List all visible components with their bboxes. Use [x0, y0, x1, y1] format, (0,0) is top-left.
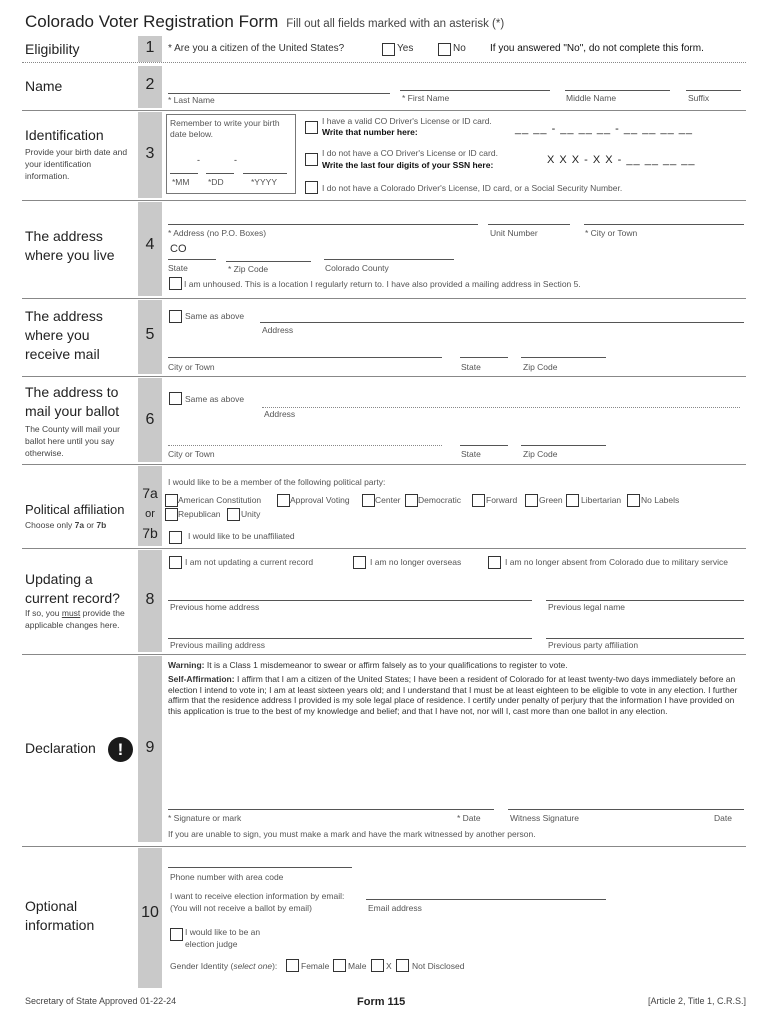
form-title — [25, 12, 504, 32]
section-7-or: or — [145, 508, 155, 520]
divider — [22, 62, 746, 63]
has-license-checkbox[interactable] — [305, 121, 318, 134]
not-updating-label: I am not updating a current record — [185, 557, 314, 567]
witness-date-label: Date — [714, 813, 732, 823]
prev-name-line[interactable] — [546, 600, 744, 601]
last-name-line[interactable] — [168, 93, 390, 94]
has-license-label: I have a valid CO Driver's License or ID card. — [322, 116, 492, 126]
home-county-label: Colorado County — [325, 263, 389, 273]
home-state-line — [168, 259, 216, 260]
no-longer-military-label: I am no longer absent from Colorado due to military service — [505, 557, 728, 567]
section-2-number: 2 — [145, 76, 155, 93]
footer-citation: [Article 2, Title 1, C.R.S.] — [647, 996, 746, 1006]
gender-option-label: Female — [301, 961, 330, 971]
prev-party-line[interactable] — [546, 638, 744, 639]
prev-party-label: Previous party affiliation — [548, 640, 639, 650]
birthdate-dash: - — [234, 155, 237, 165]
prev-name-label: Previous legal name — [548, 602, 626, 612]
ssn-field[interactable]: X X X - X X - __ __ __ __ — [547, 154, 696, 166]
no-license-label: I do not have a CO Driver's License or ID card. — [322, 148, 498, 158]
first-name-label: * First Name — [402, 93, 450, 103]
election-judge-checkbox[interactable] — [170, 928, 183, 941]
home-state-label: State — [168, 263, 188, 273]
party-checkbox-democratic[interactable] — [405, 494, 418, 507]
divider — [22, 200, 746, 201]
party-label: Unity — [241, 509, 261, 519]
unit-number-label: Unit Number — [490, 228, 538, 238]
ssn-prompt: Write the last four digits of your SSN here: — [322, 160, 494, 170]
gender-label-select: select one — [233, 961, 273, 971]
no-id-label: I do not have a Colorado Driver's License, ID card, or a Social Security Number. — [322, 183, 623, 193]
birth-year-line[interactable] — [243, 173, 287, 174]
witness-line[interactable] — [508, 809, 744, 810]
home-state-value: CO — [170, 243, 187, 255]
ballot-address-label: Address — [264, 409, 296, 419]
no-longer-overseas-checkbox[interactable] — [353, 556, 366, 569]
section-6-number: 6 — [145, 411, 155, 428]
unhoused-checkbox[interactable] — [169, 277, 182, 290]
party-checkbox-forward[interactable] — [472, 494, 485, 507]
license-number-field[interactable]: __ __ - __ __ __ - __ __ __ __ — [515, 123, 694, 135]
email-question-note: (You will not receive a ballot by email) — [170, 903, 312, 913]
ballot-zip-line[interactable] — [521, 445, 606, 446]
suffix-line[interactable] — [686, 90, 741, 91]
divider — [22, 654, 746, 655]
party-checkbox-center[interactable] — [362, 494, 375, 507]
prev-mail-line[interactable] — [168, 638, 532, 639]
gender-option-label: Not Disclosed — [412, 961, 465, 971]
signature-label: * Signature or mark — [168, 813, 242, 823]
party-checkbox-green[interactable] — [525, 494, 538, 507]
birth-day-line[interactable] — [206, 173, 234, 174]
section-7-label: Political affiliation — [25, 502, 125, 517]
mail-same-label: Same as above — [185, 311, 245, 321]
not-updating-checkbox[interactable] — [169, 556, 182, 569]
mail-zip-label: Zip Code — [523, 362, 558, 372]
party-checkbox-american-constitution[interactable] — [165, 494, 178, 507]
section-8-desc-post: provide the applicable changes here. — [25, 608, 125, 630]
section-3-desc: Provide your birth date and your identification information. — [25, 147, 128, 181]
section-8-desc-must: must — [61, 608, 81, 618]
section-4-number: 4 — [145, 236, 155, 253]
mail-state-label: State — [461, 362, 481, 372]
warning-text — [168, 660, 746, 671]
ballot-address-line[interactable] — [262, 407, 740, 408]
email-line[interactable] — [366, 899, 606, 900]
gender-label-post: ): — [272, 961, 278, 971]
home-city-label: * City or Town — [585, 228, 638, 238]
citizen-note: If you answered "No", do not complete this form. — [490, 43, 704, 54]
citizen-no-checkbox[interactable] — [438, 43, 451, 56]
affirmation-title: Self-Affirmation: — [168, 674, 235, 684]
section-10-label: Optional information — [25, 898, 95, 933]
section-6-desc: The County will mail your ballot here until you say otherwise. — [25, 424, 120, 458]
no-id-checkbox[interactable] — [305, 181, 318, 194]
prev-mail-label: Previous mailing address — [170, 640, 265, 650]
party-label: Democratic — [418, 495, 461, 505]
birth-month-line[interactable] — [170, 173, 198, 174]
section-7-desc-text: Choose only — [25, 520, 75, 530]
warning-title: Warning: — [168, 660, 205, 670]
gender-option-label: X — [386, 961, 392, 971]
section-7-desc — [25, 519, 106, 531]
section-9-number: 9 — [145, 739, 155, 756]
affirmation-text — [168, 674, 746, 716]
section-7-desc-a: 7a — [74, 520, 85, 530]
unit-number-line[interactable] — [488, 224, 570, 225]
unaffiliated-checkbox[interactable] — [169, 531, 182, 544]
footer-form-number: Form 115 — [357, 996, 406, 1008]
ballot-state-line[interactable] — [460, 445, 508, 446]
gender-label — [170, 961, 277, 971]
party-checkbox-unity[interactable] — [227, 508, 240, 521]
prev-home-line[interactable] — [168, 600, 532, 601]
email-label: Email address — [368, 903, 422, 913]
section-8-desc — [25, 607, 137, 631]
home-address-line[interactable] — [168, 224, 478, 225]
signature-line[interactable] — [168, 809, 494, 810]
mail-address-line[interactable] — [260, 322, 744, 323]
divider — [22, 548, 746, 549]
section-7-desc-or: or — [84, 520, 97, 530]
divider — [22, 846, 746, 847]
citizen-question: * Are you a citizen of the United States? — [168, 43, 345, 54]
no-longer-military-checkbox[interactable] — [488, 556, 501, 569]
party-label: Center — [375, 495, 401, 505]
first-name-line[interactable] — [400, 90, 550, 91]
no-longer-overseas-label: I am no longer overseas — [370, 557, 462, 567]
ballot-state-label: State — [461, 449, 481, 459]
email-question: I want to receive election information by email: — [170, 891, 345, 901]
divider — [22, 464, 746, 465]
no-license-checkbox[interactable] — [305, 153, 318, 166]
party-intro: I would like to be a member of the following political party: — [168, 477, 386, 487]
mail-city-label: City or Town — [168, 362, 215, 372]
party-checkbox-republican[interactable] — [165, 508, 178, 521]
party-label: Libertarian — [581, 495, 622, 505]
section-8-label: Updating a current record? — [25, 571, 120, 606]
gender-male-checkbox[interactable] — [333, 959, 346, 972]
divider — [22, 298, 746, 299]
birthdate-dash: - — [197, 155, 200, 165]
section-4-label: The address where you live — [25, 228, 115, 263]
gender-label-pre: Gender Identity ( — [170, 961, 234, 971]
party-checkbox-approval-voting[interactable] — [277, 494, 290, 507]
party-label: No Labels — [641, 495, 680, 505]
party-checkbox-libertarian[interactable] — [566, 494, 579, 507]
gender-option-label: Male — [348, 961, 367, 971]
form-title-text: Colorado Voter Registration Form — [25, 12, 279, 31]
citizen-yes-checkbox[interactable] — [382, 43, 395, 56]
section-1-number: 1 — [145, 39, 155, 56]
section-6-label: The address to mail your ballot — [25, 384, 120, 419]
section-7-desc-b: 7b — [96, 520, 107, 530]
unaffiliated-label: I would like to be unaffiliated — [188, 531, 295, 541]
section-7a-number: 7a — [142, 485, 158, 501]
unable-to-sign-note: If you are unable to sign, you must make a mark and have the mark witnessed by another person. — [168, 829, 536, 839]
birth-day-label: *DD — [208, 177, 224, 187]
section-9-label: Declaration — [25, 740, 96, 756]
middle-name-line[interactable] — [565, 90, 670, 91]
warning-body: It is a Class 1 misdemeanor to swear or affirm falsely as to your qualifications to register to vote. — [204, 660, 568, 670]
warning-icon: ! — [108, 737, 133, 762]
divider — [22, 110, 746, 111]
birth-year-label: *YYYY — [251, 177, 277, 187]
gender-not-disclosed-checkbox[interactable] — [396, 959, 409, 972]
party-label: Green — [539, 495, 563, 505]
ballot-city-label: City or Town — [168, 449, 215, 459]
party-label: Forward — [486, 495, 518, 505]
home-zip-label: * Zip Code — [228, 264, 269, 274]
section-3-label: Identification — [25, 127, 104, 143]
section-2-label: Name — [25, 78, 63, 94]
section-3-number: 3 — [145, 145, 155, 162]
birthdate-reminder: Remember to write your birth date below. — [170, 118, 280, 139]
prev-home-label: Previous home address — [170, 602, 260, 612]
last-name-label: * Last Name — [168, 95, 215, 105]
birth-month-label: *MM — [172, 177, 190, 187]
party-label: Approval Voting — [290, 495, 350, 505]
mail-state-line[interactable] — [460, 357, 508, 358]
citizen-no-label: No — [453, 43, 466, 54]
divider — [22, 376, 746, 377]
section-8-number: 8 — [145, 591, 155, 608]
home-address-label: * Address (no P.O. Boxes) — [168, 228, 267, 238]
ballot-same-checkbox[interactable] — [169, 392, 182, 405]
party-checkbox-no-labels[interactable] — [627, 494, 640, 507]
home-zip-line[interactable] — [226, 261, 311, 262]
gender-x-checkbox[interactable] — [371, 959, 384, 972]
suffix-label: Suffix — [688, 93, 710, 103]
section-10-number: 10 — [141, 904, 159, 921]
witness-label: Witness Signature — [510, 813, 579, 823]
mail-address-label: Address — [262, 325, 294, 335]
home-county-line[interactable] — [324, 259, 454, 260]
mail-city-line[interactable] — [168, 357, 442, 358]
section-8-desc-pre: If so, you — [25, 608, 62, 618]
section-5-number: 5 — [145, 326, 155, 343]
ballot-city-line[interactable] — [168, 445, 442, 446]
phone-label: Phone number with area code — [170, 872, 284, 882]
section-1-label: Eligibility — [25, 41, 80, 57]
mail-same-checkbox[interactable] — [169, 310, 182, 323]
party-label: American Constitution — [178, 495, 262, 505]
ballot-zip-label: Zip Code — [523, 449, 558, 459]
citizen-yes-label: Yes — [397, 43, 414, 54]
license-number-prompt: Write that number here: — [322, 127, 418, 137]
unhoused-label: I am unhoused. This is a location I regularly return to. I have also provided a mailing address in Section 5. — [184, 279, 581, 289]
home-city-line[interactable] — [584, 224, 744, 225]
section-5-label: The address where you receive mail — [25, 308, 103, 362]
gender-female-checkbox[interactable] — [286, 959, 299, 972]
middle-name-label: Middle Name — [566, 93, 617, 103]
ballot-same-label: Same as above — [185, 394, 245, 404]
affirmation-body: I affirm that I am a citizen of the United States; I have been a resident of Colorado for at least twenty-two days immediately before an election I intend to vote in; I am at least sixteen years old; and I understand that I must be at least eighteen to be eligible to vote in any election. I further affirm that the residence address I provided is my sole legal place of residence. I certify under penalty of perjury that the information I have provided on this application is true to the best of my knowledge and belief; and that I have not, nor will I, cast more than one ballot in any election. — [168, 674, 738, 716]
form-subtitle: Fill out all fields marked with an asterisk (*) — [286, 18, 505, 30]
mail-zip-line[interactable] — [521, 357, 606, 358]
footer-approval: Secretary of State Approved 01-22-24 — [25, 996, 177, 1006]
phone-line[interactable] — [168, 867, 352, 868]
signature-date-label: * Date — [457, 813, 481, 823]
election-judge-label: I would like to be an election judge — [185, 927, 261, 949]
party-label: Republican — [178, 509, 221, 519]
section-7b-number: 7b — [142, 525, 158, 541]
